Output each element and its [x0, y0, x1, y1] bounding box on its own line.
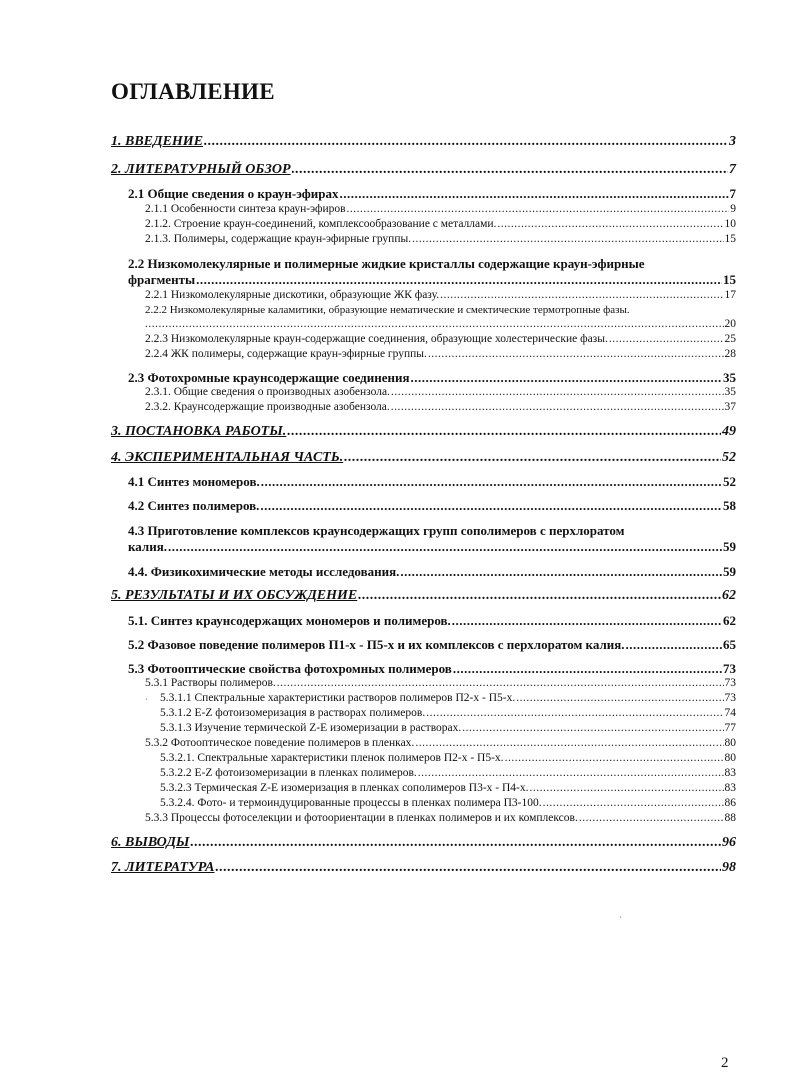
dot-leader: [287, 424, 721, 440]
toc-entry[interactable]: [145, 203, 736, 215]
dot-leader: [344, 450, 721, 466]
toc-entry-title: 2.1.3. Полимеры, содержащие краун-эфирные группы.: [145, 233, 412, 245]
toc-entry-title: 3. ПОСТАНОВКА РАБОТЫ.: [111, 424, 287, 439]
dot-leader: [426, 707, 723, 719]
toc-entry[interactable]: [145, 318, 736, 330]
toc-entry-page: 59: [723, 539, 736, 554]
dot-leader: [579, 812, 724, 824]
toc-entry-page: 98: [722, 860, 736, 875]
toc-entry-page: 37: [724, 401, 736, 413]
toc-entry-page: 88: [724, 812, 736, 824]
toc-entry-title: 5.1. Синтез краунсодержащих мономеров и полимеров.: [128, 613, 451, 628]
toc-entry-title: 2.2 Низкомолекулярные и полимерные жидкие кристаллы содержащие краун-эфирные: [128, 256, 645, 271]
toc-entry-page: 25: [724, 333, 736, 345]
toc-entry-title: 5.2 Фазовое поведение полимеров П1-х - П5-х и их комплексов с перхлоратом калия.: [128, 637, 625, 652]
toc-entry[interactable]: [145, 348, 736, 360]
toc-entry-title: 7. ЛИТЕРАТУРА: [111, 860, 215, 875]
dot-leader: [543, 797, 724, 809]
toc-entry[interactable]: [145, 218, 736, 230]
toc-entry[interactable]: [111, 134, 736, 150]
toc-entry[interactable]: [128, 661, 736, 677]
dot-leader: [497, 218, 723, 230]
toc-entry-page: 73: [723, 661, 736, 676]
toc-entry[interactable]: [145, 812, 736, 824]
toc-entry-page: 10: [724, 218, 736, 230]
toc-entry-title: 2.1.2. Строение краун-соединений, комплексообразование с металлами.: [145, 218, 497, 230]
toc-entry-title: 5.3.1.1 Спектральные характеристики растворов полимеров П2-х - П5-х.: [160, 692, 516, 704]
toc-entry[interactable]: [111, 450, 736, 466]
dot-leader: [626, 637, 722, 653]
toc-entry[interactable]: [111, 835, 736, 851]
toc-entry[interactable]: [160, 722, 736, 734]
toc-entry-page: 77: [724, 722, 736, 734]
toc-entry[interactable]: [128, 539, 736, 555]
toc-entry-page: 7: [729, 186, 736, 201]
toc-entry-page: 52: [722, 450, 736, 465]
dot-leader: [516, 692, 723, 704]
toc-entry-page: 73: [724, 692, 736, 704]
toc-entry-page: 80: [724, 752, 736, 764]
toc-entry-title: 2.3.1. Общие сведения о производных азобензола.: [145, 386, 390, 398]
toc-entry[interactable]: [111, 588, 736, 604]
toc-entry-title: 5.3.1.2 E-Z фотоизомеризация в растворах полимеров.: [160, 707, 426, 719]
toc-entry[interactable]: [145, 677, 736, 689]
toc-entry-page: 49: [722, 424, 736, 439]
toc-entry-title: 2.3 Фотохромные краунсодержащие соединения: [128, 370, 410, 385]
dot-leader: [292, 162, 728, 178]
toc-entry-title: 4.3 Приготовление комплексов краунсодержащих групп сополимеров с перхлоратом: [128, 523, 625, 538]
dot-leader: [204, 134, 728, 150]
toc-entry-title: 5.3.2.4. Фото- и термоиндуцированные процессы в пленках полимера П3-100.: [160, 797, 542, 809]
dot-leader: [453, 661, 722, 677]
toc-entry-page: 17: [724, 289, 736, 301]
toc-entry[interactable]: [128, 272, 736, 288]
toc-entry[interactable]: [128, 370, 736, 386]
dot-leader: [391, 401, 724, 413]
dot-leader: [347, 203, 730, 215]
dot-leader: [196, 272, 722, 288]
toc-entry-title: 5. РЕЗУЛЬТАТЫ И ИХ ОБСУЖДЕНИЕ: [111, 588, 358, 603]
toc-entry-title: 5.3.2 Фотооптическое поведение полимеров в пленках.: [145, 737, 415, 749]
dot-leader: [400, 564, 722, 580]
toc-entry-page: 15: [723, 272, 736, 287]
toc-entry-title: 5.3.1.3 Изучение термической Z-E изомеризации в растворах.: [160, 722, 462, 734]
toc-entry-page: 7: [729, 162, 736, 177]
dot-leader: [440, 289, 723, 301]
toc-entry-page: 62: [722, 588, 736, 603]
toc-entry[interactable]: [145, 401, 736, 413]
toc-entry[interactable]: [128, 613, 736, 629]
toc-entry-page: 80: [724, 737, 736, 749]
toc-entry[interactable]: [160, 752, 736, 764]
toc-entry-title: 1. ВВЕДЕНИЕ: [111, 134, 204, 149]
toc-entry[interactable]: [160, 692, 736, 704]
toc-entry-title: 2.3.2. Краунсодержащие производные азобензола.: [145, 401, 390, 413]
toc-entry-title: 5.3 Фотооптические свойства фотохромных полимеров: [128, 661, 452, 676]
toc-entry-page: 65: [723, 637, 736, 652]
toc-entry-title: 4.2 Синтез полимеров.: [128, 498, 260, 513]
dot-leader: [261, 474, 722, 490]
toc-entry-title: 2.1.1 Особенности синтеза краун-эфиров: [145, 203, 346, 215]
dot-leader: [609, 333, 724, 345]
toc-entry[interactable]: [160, 707, 736, 719]
toc-entry[interactable]: [111, 860, 736, 876]
page-number: 2: [721, 1055, 729, 1071]
toc-entry[interactable]: [145, 289, 736, 301]
toc-entry-title: 2.2.4 ЖК полимеры, содержащие краун-эфирные группы.: [145, 348, 427, 360]
toc-entry-title: 2. ЛИТЕРАТУРНЫЙ ОБЗОР: [111, 162, 291, 177]
dot-leader: [530, 782, 724, 794]
toc-entry[interactable]: [128, 564, 736, 580]
dot-leader: [145, 318, 724, 330]
dot-leader: [358, 588, 721, 604]
toc-entry-page: 83: [724, 767, 736, 779]
toc-entry-page: 35: [723, 370, 736, 385]
toc-entry-page: 83: [724, 782, 736, 794]
toc-entry-page: 52: [723, 474, 736, 489]
dot-leader: [411, 370, 722, 386]
toc-entry-page: 96: [722, 835, 736, 850]
toc-entry-page: 74: [724, 707, 736, 719]
toc-entry[interactable]: [145, 386, 736, 398]
toc-entry-page: 59: [723, 564, 736, 579]
dot-leader: [277, 677, 724, 689]
dot-leader: [428, 348, 724, 360]
toc-entry[interactable]: [160, 767, 736, 779]
scan-mark: `: [145, 697, 148, 707]
toc-entry[interactable]: [128, 637, 736, 653]
toc-entry-title: 2.2.3 Низкомолекулярные краун-содержащие соединения, образующие холестерические фазы.: [145, 333, 608, 345]
toc-entry-page: 86: [724, 797, 736, 809]
toc-entry-title: 4.1 Синтез мономеров.: [128, 474, 260, 489]
dot-leader: [452, 613, 722, 629]
toc-entry[interactable]: [145, 233, 736, 245]
toc-entry-title: 2.2.1 Низкомолекулярные дискотики, образующие ЖК фазу.: [145, 289, 440, 301]
toc-entry-title: 5.3.2.2 E-Z фотоизомеризации в пленках полимеров.: [160, 767, 417, 779]
toc-entry-page: 35: [724, 386, 736, 398]
toc-entry[interactable]: [160, 797, 736, 809]
toc-entry-title: 2.1 Общие сведения о краун-эфирах: [128, 186, 339, 201]
dot-leader: [391, 386, 724, 398]
toc-entry-page: 73: [724, 677, 736, 689]
toc-entry-title: 4. ЭКСПЕРИМЕНТАЛЬНАЯ ЧАСТЬ.: [111, 450, 344, 465]
toc-entry-title: 6. ВЫВОДЫ: [111, 835, 190, 850]
toc-entry-title: 5.3.3 Процессы фотоселекции и фотоориентации в пленках полимеров и их комплексов.: [145, 812, 578, 824]
dot-leader: [415, 737, 723, 749]
toc-entry-title: 5.3.1 Растворы полимеров.: [145, 677, 276, 689]
dot-leader: [260, 498, 722, 514]
toc-entry-page: 58: [723, 498, 736, 513]
toc-entry[interactable]: [160, 782, 736, 794]
dot-leader: [412, 233, 723, 245]
toc-entry-title: 4.4. Физикохимические методы исследования.: [128, 564, 400, 579]
page-title: ОГЛАВЛЕНИЕ: [111, 79, 275, 104]
dot-leader: [215, 860, 721, 876]
dot-leader: [190, 835, 721, 851]
dot-leader: [462, 722, 723, 734]
dot-leader: [505, 752, 724, 764]
toc-entry-page: 20: [724, 318, 736, 330]
dot-leader: [339, 186, 728, 202]
dot-leader: [418, 767, 724, 779]
toc-entry[interactable]: [128, 474, 736, 490]
toc-entry[interactable]: [145, 737, 736, 749]
dot-leader: [168, 539, 722, 555]
toc-entry[interactable]: [145, 333, 736, 345]
toc-entry-title: 5.3.2.3 Термическая Z-E изомеризация в пленках сополимеров П3-х - П4-х.: [160, 782, 529, 794]
toc-entry-title: 2.2.2 Низкомолекулярные каламитики, образующие нематические и смектические термотропные фазы.: [145, 304, 630, 316]
toc-entry-page: 28: [724, 348, 736, 360]
toc-entry-page: 62: [723, 613, 736, 628]
toc-entry-title-cont: калия.: [128, 539, 167, 554]
toc-entry[interactable]: [111, 424, 736, 440]
toc-entry-title: 5.3.2.1. Спектральные характеристики пленок полимеров П2-х - П5-х.: [160, 752, 504, 764]
toc-entry[interactable]: [111, 162, 736, 178]
toc-entry[interactable]: [128, 498, 736, 514]
toc-entry[interactable]: [128, 186, 736, 202]
toc-entry-page: 15: [724, 233, 736, 245]
toc-entry-page: 9: [730, 203, 736, 215]
toc-entry-title-cont: фрагменты: [128, 272, 196, 287]
scan-mark: `: [619, 916, 623, 927]
toc-entry-page: 3: [729, 134, 736, 149]
